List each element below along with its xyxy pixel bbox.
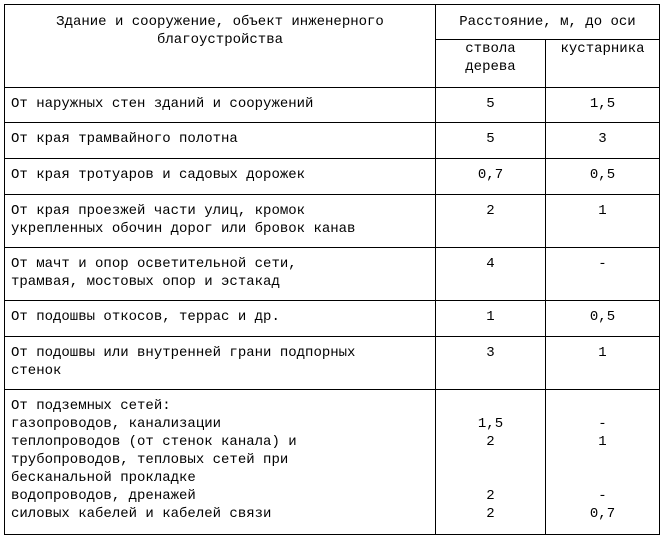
shrub-distance-value: 0,5 <box>589 167 616 183</box>
tree-distance-value: 1,5 <box>477 416 504 432</box>
row-object-cell: От края проезжей части улиц, кромок укрепленных обочин дорог или бровок канав <box>5 195 436 248</box>
shrub-distance-cell <box>546 195 660 248</box>
table-row <box>5 123 660 159</box>
table-row <box>5 248 660 301</box>
tree-distance-value: 5 <box>486 131 495 147</box>
shrub-distance-value <box>546 397 659 415</box>
row-object-cell: От наружных стен зданий и сооружений <box>5 88 436 123</box>
shrub-distance-cell <box>546 123 660 159</box>
table-body <box>5 88 660 535</box>
tree-distance-cell <box>436 195 546 248</box>
tree-distance-value <box>436 451 545 469</box>
table-row <box>5 159 660 195</box>
shrub-distance-value: 1 <box>598 345 607 361</box>
row-object-cell: От мачт и опор осветительной сети, трамвая, мостовых опор и эстакад <box>5 248 436 301</box>
tree-distance-value: 1 <box>486 309 495 325</box>
table-row <box>5 195 660 248</box>
shrub-distance-value: 0,7 <box>589 506 616 522</box>
shrub-distance-value: 3 <box>598 131 607 147</box>
tree-distance-cell <box>436 301 546 337</box>
shrub-distance-value: 1 <box>598 203 607 219</box>
row-object-cell: От подошвы или внутренней грани подпорных стенок <box>5 337 436 390</box>
shrub-distance-value: 0,5 <box>589 309 616 325</box>
tree-distance-value: 2 <box>486 506 495 522</box>
shrub-distance-value <box>546 469 659 487</box>
shrub-distance-value: 1,5 <box>589 96 616 112</box>
document <box>4 4 660 535</box>
tree-distance-cell <box>436 248 546 301</box>
tree-distance-cell <box>436 390 546 535</box>
tree-distance-cell <box>436 88 546 123</box>
table-row <box>5 301 660 337</box>
table-row <box>5 390 660 535</box>
tree-distance-value <box>436 397 545 415</box>
shrub-distance-cell <box>546 301 660 337</box>
tree-distance-value: 2 <box>486 203 495 219</box>
row-object-cell: От подошвы откосов, террас и др. <box>5 301 436 337</box>
tree-distance-value: 5 <box>486 96 495 112</box>
shrub-distance-cell <box>546 337 660 390</box>
tree-distance-cell <box>436 337 546 390</box>
tree-distance-cell <box>436 123 546 159</box>
shrub-distance-value: 1 <box>598 434 607 450</box>
table-row <box>5 88 660 123</box>
row-object-cell: От края трамвайного полотна <box>5 123 436 159</box>
tree-distance-value: 3 <box>486 345 495 361</box>
shrub-distance-value: - <box>598 488 607 504</box>
shrub-distance-cell <box>546 88 660 123</box>
table-row <box>5 337 660 390</box>
shrub-distance-cell <box>546 159 660 195</box>
tree-distance-value: 2 <box>486 434 495 450</box>
row-object-cell: От края тротуаров и садовых дорожек <box>5 159 436 195</box>
shrub-distance-value <box>546 451 659 469</box>
tree-distance-cell <box>436 159 546 195</box>
tree-distance-value: 4 <box>486 256 495 272</box>
distance-column-header: Расстояние, м, до оси <box>436 5 660 40</box>
shrub-column-header: кустарника <box>546 40 660 88</box>
distance-norms-table <box>4 4 660 535</box>
tree-trunk-column-header: ствола дерева <box>436 40 546 88</box>
shrub-distance-value: - <box>598 256 607 272</box>
shrub-distance-cell <box>546 390 660 535</box>
shrub-distance-value: - <box>598 416 607 432</box>
tree-distance-value: 2 <box>486 488 495 504</box>
tree-distance-value: 0,7 <box>477 167 504 183</box>
row-object-cell: От подземных сетей: газопроводов, канализации теплопроводов (от стенок канала) и трубопроводов, тепловых сетей при бесканальной прокладке водопроводов, дренажей силовых кабелей и кабелей связи <box>5 390 436 535</box>
object-column-header: Здание и сооружение, объект инженерного благоустройства <box>5 5 436 88</box>
shrub-distance-cell <box>546 248 660 301</box>
tree-distance-value <box>436 469 545 487</box>
